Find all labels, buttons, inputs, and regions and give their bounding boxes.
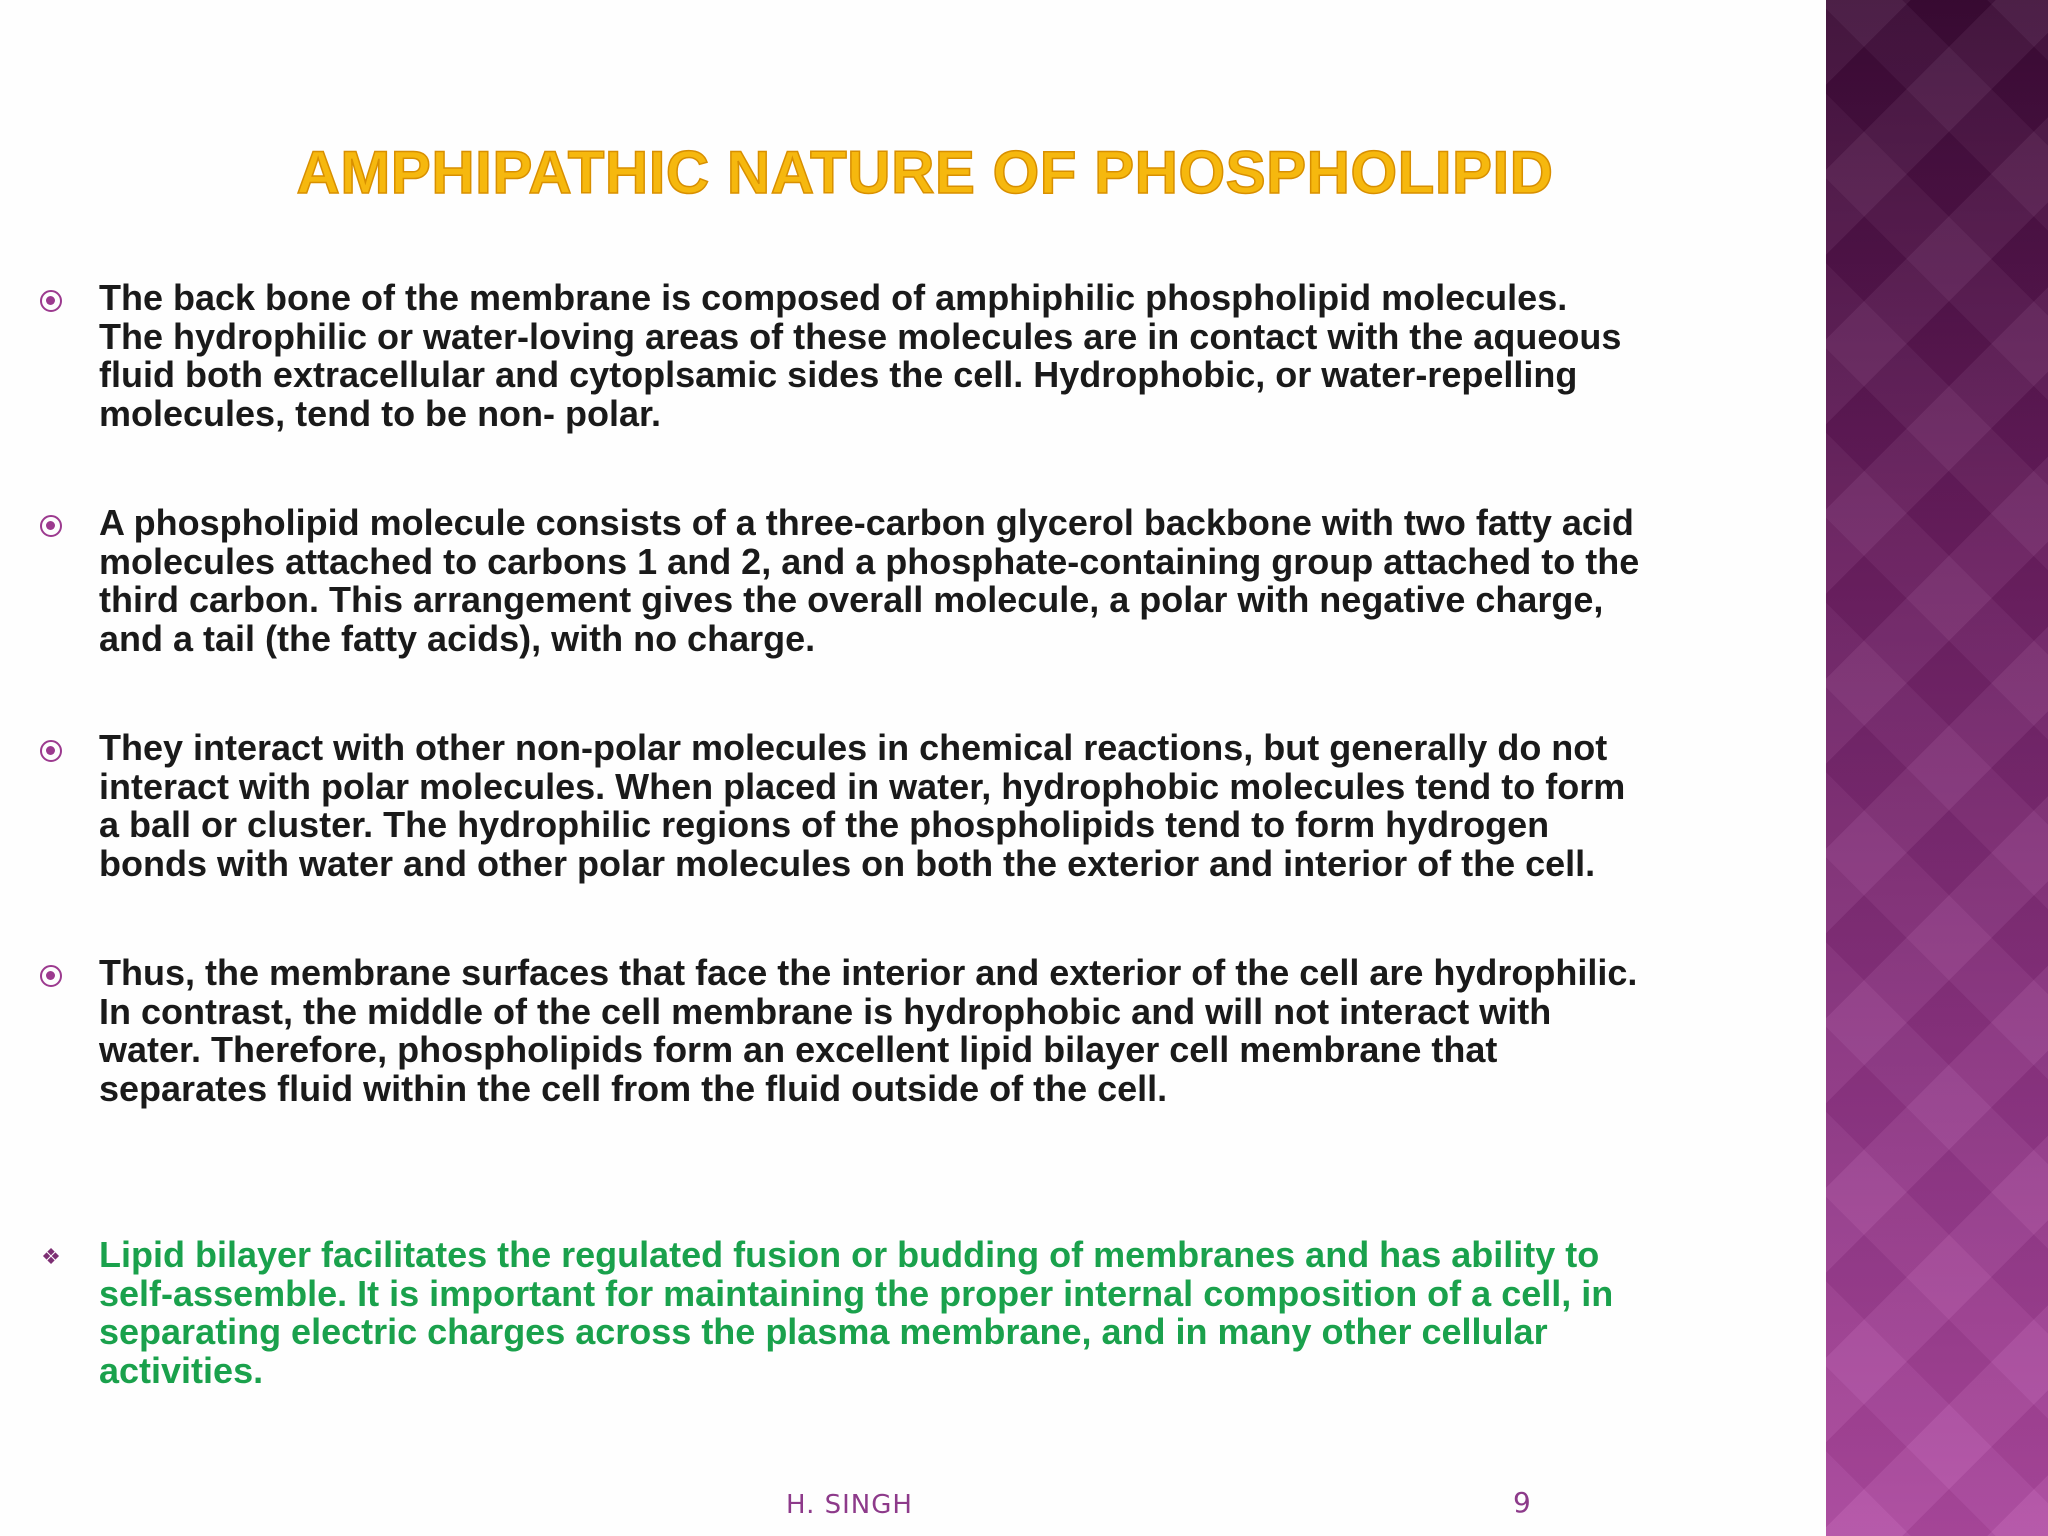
bullet-4-text: Thus, the membrane surfaces that face the interior and exterior of the cell are hydrophilic. In contrast, the middle of the cell membrane is hydrophobic and will not interact with water. Therefore, phospholipids form an excellent lipid bilayer cell membrane that separates fluid within the cell from the fluid outside of the cell. [99,952,1638,1109]
footer-author: H. SINGH [786,1490,913,1520]
circle-bullet-icon [40,965,62,987]
slide-title: AMPHIPATHIC NATURE OF PHOSPHOLIPID [296,139,1554,206]
decorative-side-band [1826,0,2048,1536]
diamond-bullet-icon: ❖ [41,1245,61,1270]
circle-bullet-icon [40,290,62,312]
bullet-3-text: They interact with other non-polar molecules in chemical reactions, but generally do not interact with polar molecules. When placed in water, hydrophobic molecules tend to form a ball or cluster. The hydrophilic regions of the phospholipids tend to form hydrogen bonds with water and other polar molecules on both the exterior and interior of the cell. [99,727,1626,884]
bullet-1-text: The back bone of the membrane is composed of amphiphilic phospholipid molecules. The hydrophilic or water-loving areas of these molecules are in contact with the aqueous fluid both extracellular and cytoplsamic sides the cell. Hydrophobic, or water-repelling molecules, tend to be non- polar. [99,277,1622,434]
circle-bullet-icon [40,740,62,762]
footer-page-number: 9 [1513,1486,1531,1519]
bullet-5-highlight-text: Lipid bilayer facilitates the regulated fusion or budding of membranes and has ability to self-assemble. It is important for maintaining the proper internal composition of a cell, in separating electric charges across the plasma membrane, and in many other cellular activities. [99,1234,1614,1391]
bullet-2-text: A phospholipid molecule consists of a three-carbon glycerol backbone with two fatty acid molecules attached to carbons 1 and 2, and a phosphate-containing group attached to the third carbon. This arrangement gives the overall molecule, a polar with negative charge, and a tail (the fatty acids), with no charge. [99,502,1640,659]
circle-bullet-icon [40,515,62,537]
